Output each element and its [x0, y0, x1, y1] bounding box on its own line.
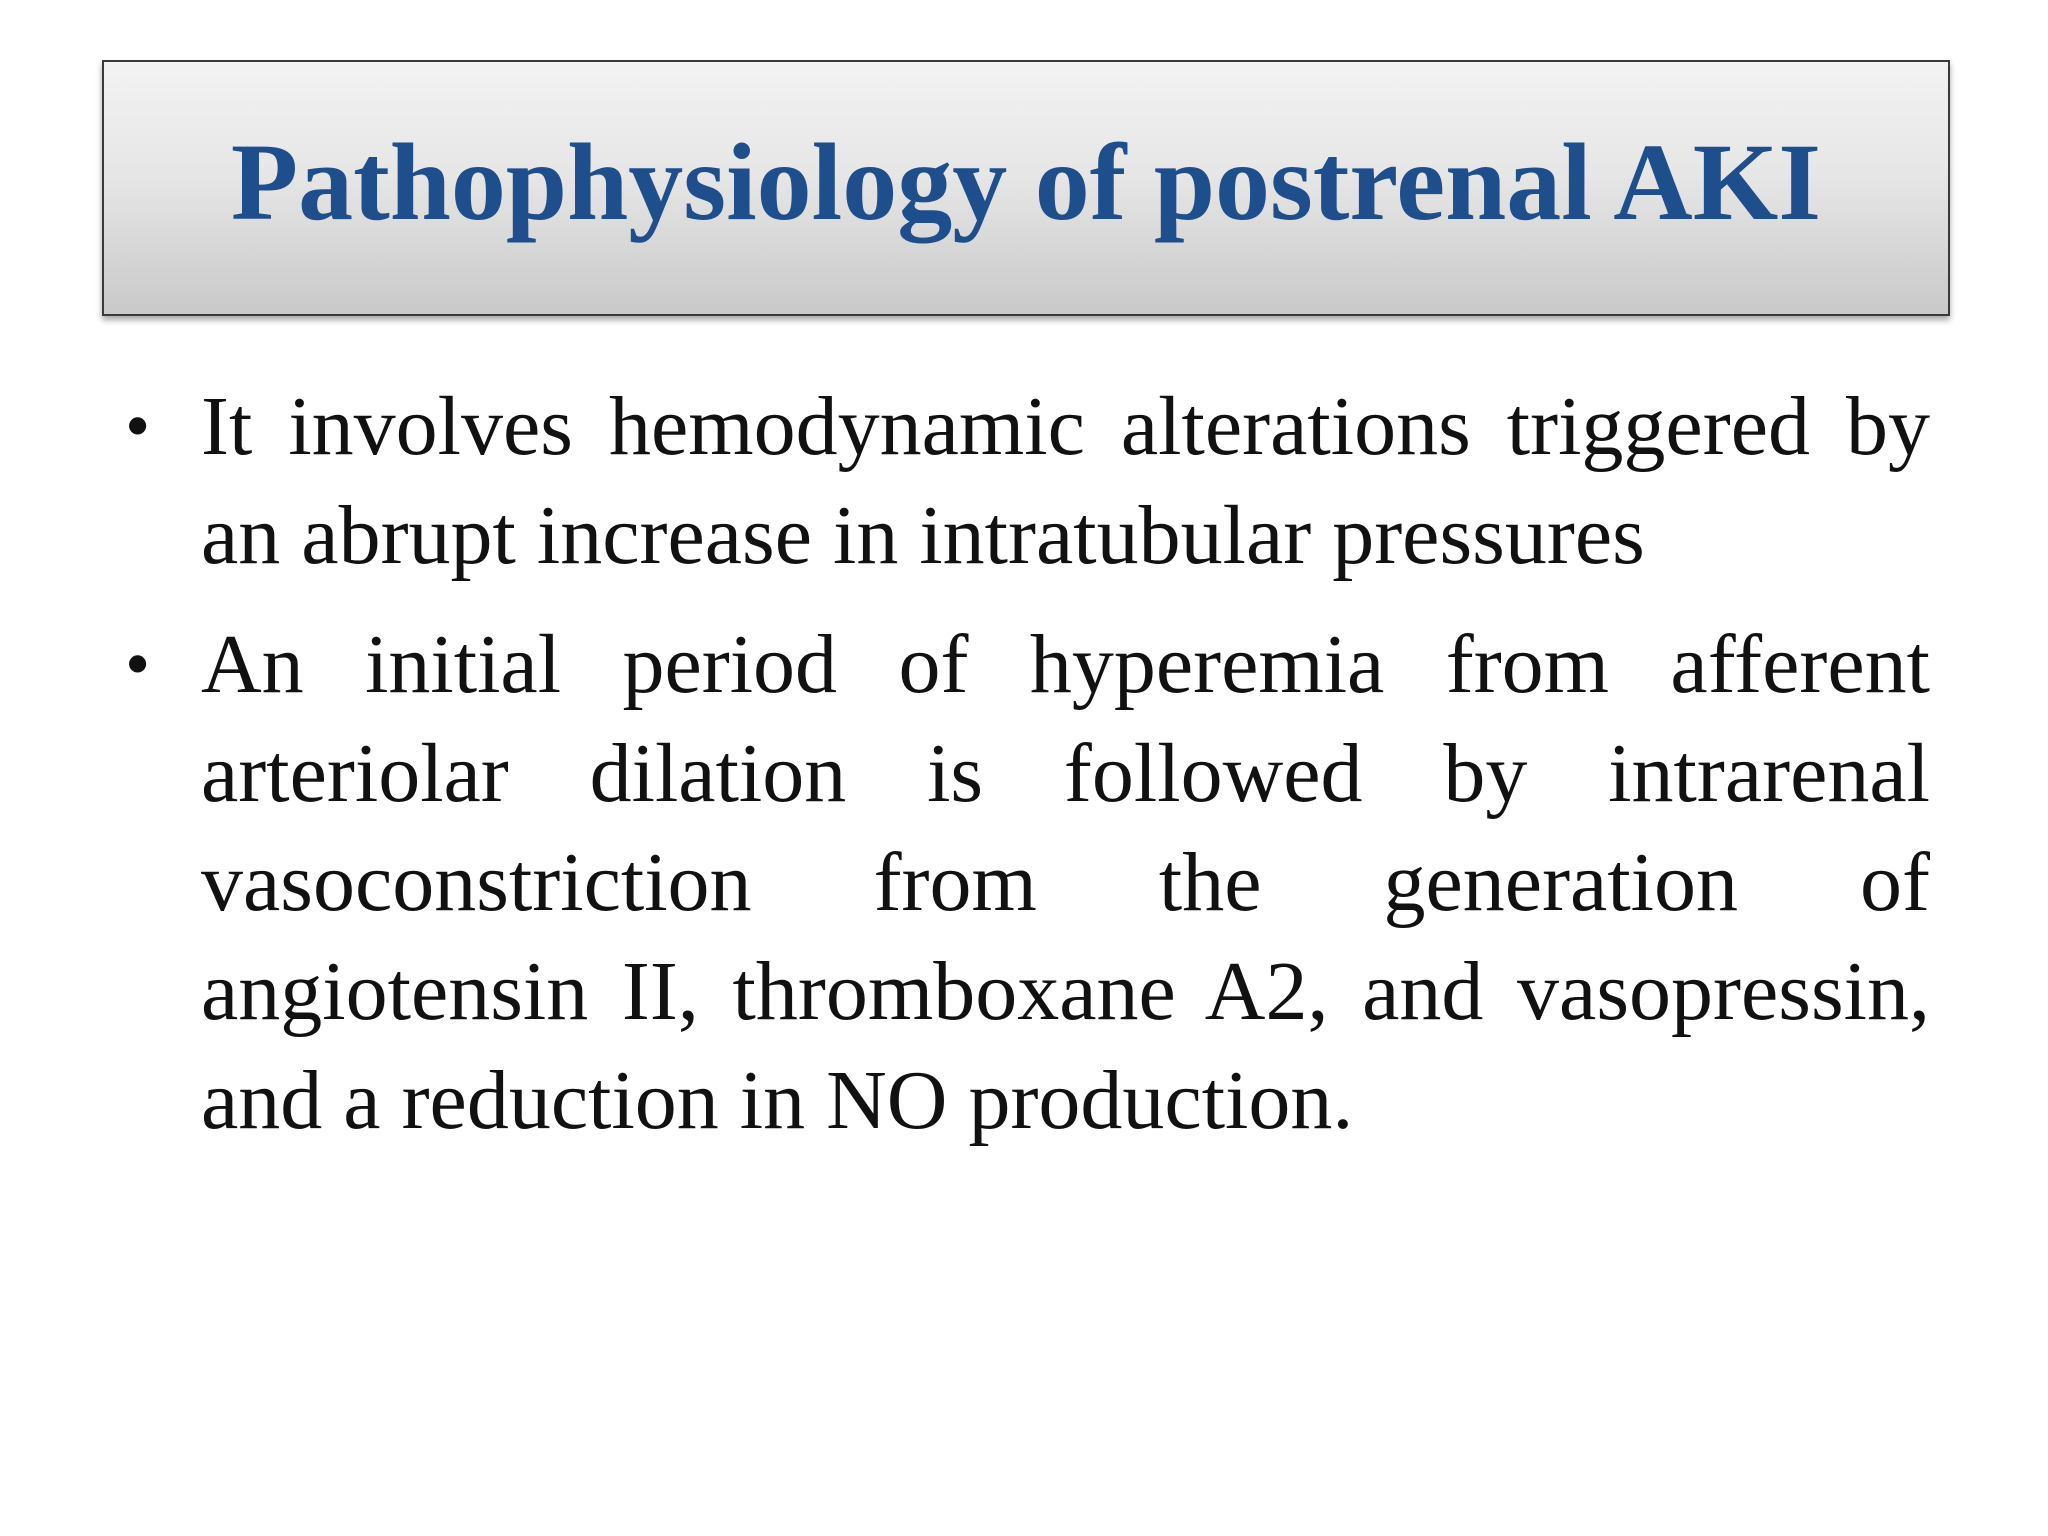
- title-banner: [102, 60, 1950, 316]
- bullet-item: [125, 610, 1930, 1155]
- slide-title: Pathophysiology of postrenal AKI: [230, 121, 1822, 243]
- bullet-list: [125, 372, 1930, 1175]
- bullet-text: It involves hemodynamic alterations triggered by an abrupt increase in intratubular pressures: [201, 380, 1930, 582]
- bullet-icon: •: [125, 624, 151, 704]
- bullet-item: [125, 372, 1930, 590]
- bullet-icon: •: [125, 386, 151, 466]
- bullet-text: An initial period of hyperemia from afferent arteriolar dilation is followed by intrarenal vasoconstriction from the generation of angiotensin II, thromboxane A2, and vasopressin, and a reduction in NO production.: [201, 618, 1930, 1147]
